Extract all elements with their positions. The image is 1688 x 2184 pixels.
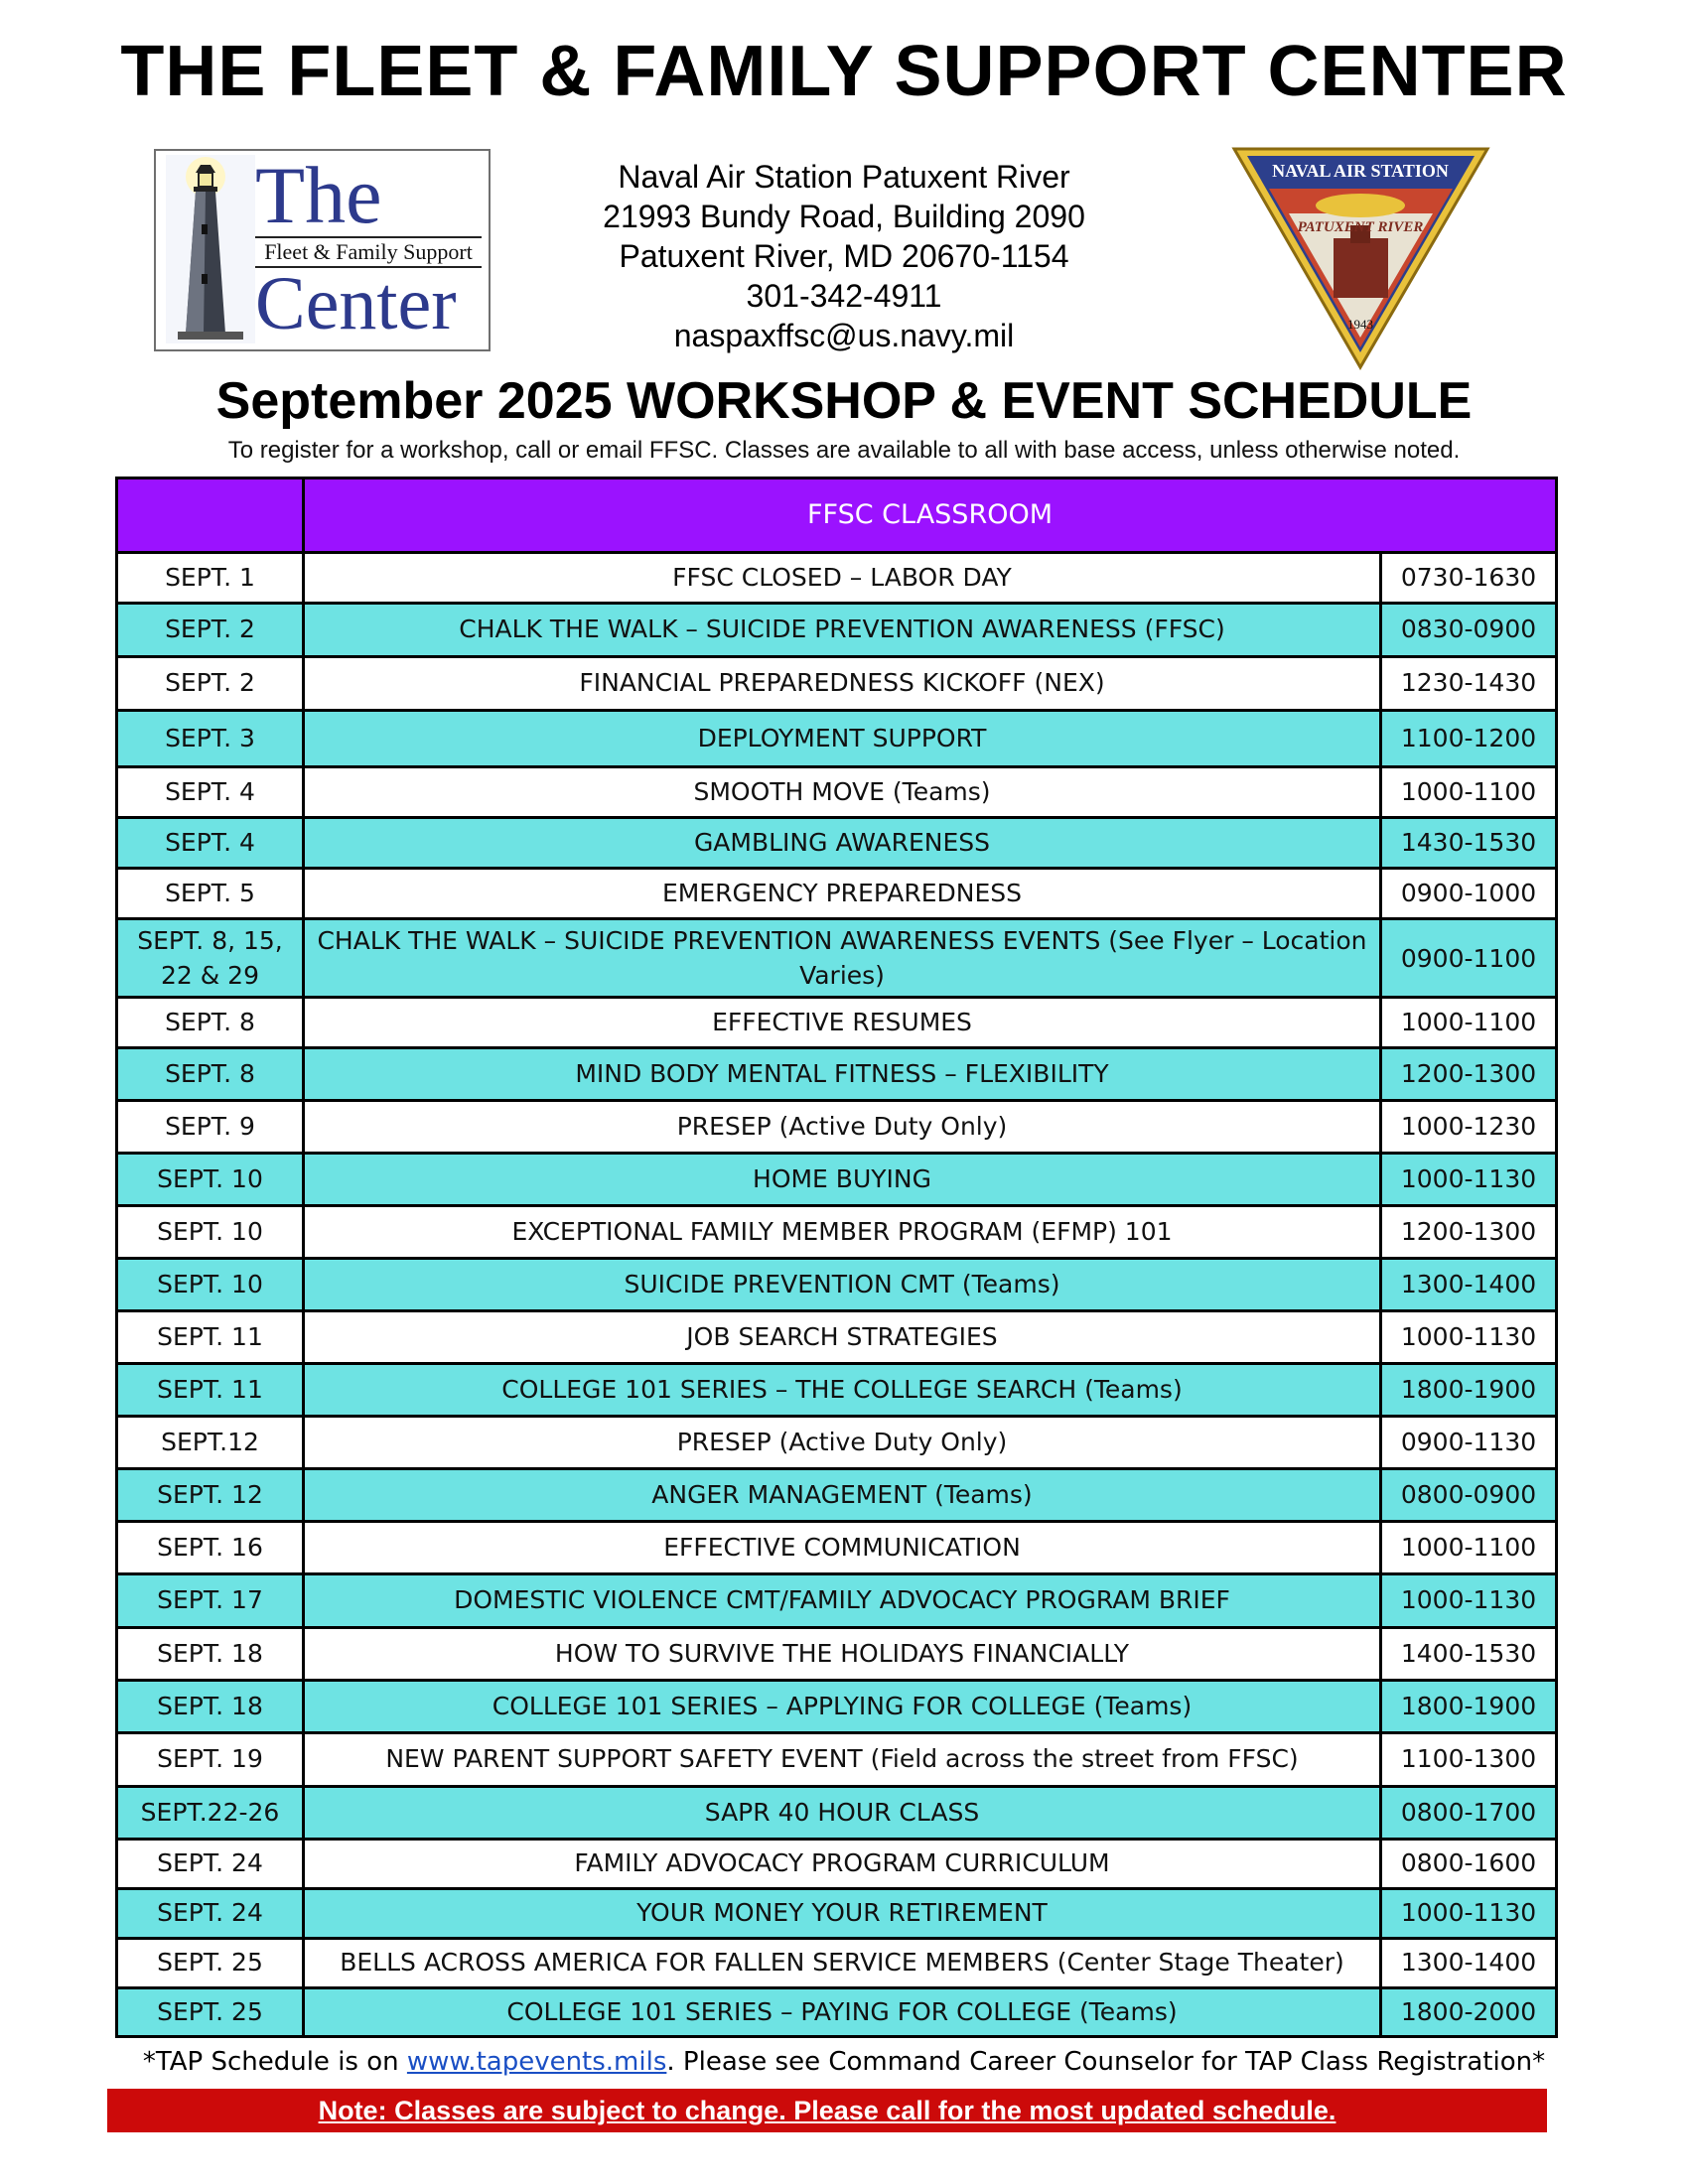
table-row	[117, 604, 1557, 657]
table-row	[117, 1417, 1557, 1469]
event-cell: DOMESTIC VIOLENCE CMT/FAMILY ADVOCACY PROGRAM BRIEF	[304, 1574, 1381, 1628]
table-row	[117, 1206, 1557, 1259]
time-cell: 0730-1630	[1381, 553, 1557, 604]
event-cell: BELLS ACROSS AMERICA FOR FALLEN SERVICE MEMBERS (Center Stage Theater)	[304, 1939, 1381, 1988]
time-cell: 1800-1900	[1381, 1681, 1557, 1733]
seal-top-text: NAVAL AIR STATION	[1272, 161, 1449, 181]
header-empty-cell	[117, 478, 304, 553]
table-row	[117, 1259, 1557, 1311]
table-row	[117, 1311, 1557, 1364]
logo-the-text: The	[255, 150, 382, 240]
table-row	[117, 1733, 1557, 1787]
tap-schedule-note	[0, 2049, 1688, 2075]
date-cell: SEPT. 10	[117, 1259, 304, 1311]
nas-pax-river-seal	[1229, 144, 1492, 372]
tap-events-link[interactable]: www.tapevents.mils	[406, 2047, 667, 2077]
table-row	[117, 657, 1557, 711]
table-row	[117, 1939, 1557, 1988]
event-cell: EFFECTIVE COMMUNICATION	[304, 1522, 1381, 1574]
change-notice-text: Note: Classes are subject to change. Please call for the most updated schedule.	[318, 2096, 1336, 2125]
date-cell: SEPT. 2	[117, 604, 304, 657]
address-line-2: 21993 Bundy Road, Building 2090	[603, 199, 1085, 234]
event-cell: EXCEPTIONAL FAMILY MEMBER PROGRAM (EFMP) 101	[304, 1206, 1381, 1259]
table-row	[117, 1787, 1557, 1840]
time-cell: 1000-1130	[1381, 1311, 1557, 1364]
address-line-3: Patuxent River, MD 20670-1154	[619, 238, 1069, 274]
table-row	[117, 553, 1557, 604]
time-cell: 1000-1100	[1381, 1522, 1557, 1574]
schedule-title: September 2025 WORKSHOP & EVENT SCHEDULE	[215, 372, 1473, 430]
event-cell: HOW TO SURVIVE THE HOLIDAYS FINANCIALLY	[304, 1628, 1381, 1681]
date-cell: SEPT. 9	[117, 1101, 304, 1154]
date-cell: SEPT. 5	[117, 869, 304, 919]
table-row	[117, 1469, 1557, 1522]
event-cell: SMOOTH MOVE (Teams)	[304, 767, 1381, 818]
event-cell: MIND BODY MENTAL FITNESS – FLEXIBILITY	[304, 1048, 1381, 1101]
table-row	[117, 1889, 1557, 1939]
address-line-1: Naval Air Station Patuxent River	[618, 159, 1070, 195]
event-cell: EMERGENCY PREPAREDNESS	[304, 869, 1381, 919]
date-cell: SEPT. 18	[117, 1628, 304, 1681]
time-cell: 0830-0900	[1381, 604, 1557, 657]
tap-suffix: . Please see Command Career Counselor for TAP Class Registration*	[666, 2047, 1546, 2077]
registration-note: To register for a workshop, call or email FFSC. Classes are available to all with base access, unless otherwise noted.	[227, 437, 1461, 464]
time-cell: 1230-1430	[1381, 657, 1557, 711]
date-cell: SEPT. 8	[117, 998, 304, 1048]
date-cell: SEPT. 3	[117, 711, 304, 767]
table-row	[117, 1628, 1557, 1681]
date-cell: SEPT. 25	[117, 1939, 304, 1988]
event-cell: NEW PARENT SUPPORT SAFETY EVENT (Field across the street from FFSC)	[304, 1733, 1381, 1787]
event-cell: SUICIDE PREVENTION CMT (Teams)	[304, 1259, 1381, 1311]
table-row	[117, 1988, 1557, 2037]
date-cell: SEPT. 1	[117, 553, 304, 604]
table-row	[117, 1522, 1557, 1574]
time-cell: 1100-1300	[1381, 1733, 1557, 1787]
table-row	[117, 1364, 1557, 1417]
email-address: naspaxffsc@us.navy.mil	[673, 318, 1015, 353]
date-cell: SEPT. 18	[117, 1681, 304, 1733]
event-cell: EFFECTIVE RESUMES	[304, 998, 1381, 1048]
schedule-table	[115, 477, 1558, 2038]
time-cell: 1000-1130	[1381, 1889, 1557, 1939]
event-cell: COLLEGE 101 SERIES – PAYING FOR COLLEGE (Teams)	[304, 1988, 1381, 2037]
date-cell: SEPT. 11	[117, 1364, 304, 1417]
time-cell: 1000-1100	[1381, 998, 1557, 1048]
event-cell: PRESEP (Active Duty Only)	[304, 1101, 1381, 1154]
time-cell: 1400-1530	[1381, 1628, 1557, 1681]
time-cell: 0800-0900	[1381, 1469, 1557, 1522]
time-cell: 1000-1230	[1381, 1101, 1557, 1154]
time-cell: 1000-1100	[1381, 767, 1557, 818]
time-cell: 1100-1200	[1381, 711, 1557, 767]
table-row	[117, 1840, 1557, 1889]
time-cell: 0900-1000	[1381, 869, 1557, 919]
time-cell: 1300-1400	[1381, 1259, 1557, 1311]
date-cell: SEPT. 8	[117, 1048, 304, 1101]
tap-prefix: *TAP Schedule is on	[142, 2047, 407, 2077]
event-cell: HOME BUYING	[304, 1154, 1381, 1206]
time-cell: 0800-1700	[1381, 1787, 1557, 1840]
time-cell: 0800-1600	[1381, 1840, 1557, 1889]
event-cell: COLLEGE 101 SERIES – APPLYING FOR COLLEGE (Teams)	[304, 1681, 1381, 1733]
table-row	[117, 1681, 1557, 1733]
table-row	[117, 818, 1557, 869]
lighthouse-icon	[166, 155, 255, 343]
table-row	[117, 1048, 1557, 1101]
event-cell: GAMBLING AWARENESS	[304, 818, 1381, 869]
date-cell: SEPT. 25	[117, 1988, 304, 2037]
event-cell: YOUR MONEY YOUR RETIREMENT	[304, 1889, 1381, 1939]
time-cell: 1200-1300	[1381, 1206, 1557, 1259]
event-cell: FINANCIAL PREPAREDNESS KICKOFF (NEX)	[304, 657, 1381, 711]
logo-center-text: Center	[255, 262, 457, 345]
event-cell: DEPLOYMENT SUPPORT	[304, 711, 1381, 767]
date-cell: SEPT. 16	[117, 1522, 304, 1574]
time-cell: 1800-2000	[1381, 1988, 1557, 2037]
date-cell: SEPT.12	[117, 1417, 304, 1469]
time-cell: 1430-1530	[1381, 818, 1557, 869]
page-title: THE FLEET & FAMILY SUPPORT CENTER	[120, 32, 1568, 111]
time-cell: 0900-1100	[1381, 919, 1557, 998]
date-cell: SEPT. 19	[117, 1733, 304, 1787]
date-cell: SEPT. 11	[117, 1311, 304, 1364]
event-cell: FAMILY ADVOCACY PROGRAM CURRICULUM	[304, 1840, 1381, 1889]
date-cell: SEPT. 4	[117, 818, 304, 869]
time-cell: 0900-1130	[1381, 1417, 1557, 1469]
event-cell: CHALK THE WALK – SUICIDE PREVENTION AWARENESS EVENTS (See Flyer – Location Varies)	[304, 919, 1381, 998]
table-header-row	[117, 478, 1557, 553]
date-cell: SEPT.22-26	[117, 1787, 304, 1840]
event-cell: COLLEGE 101 SERIES – THE COLLEGE SEARCH (Teams)	[304, 1364, 1381, 1417]
date-cell: SEPT. 10	[117, 1206, 304, 1259]
table-row	[117, 1101, 1557, 1154]
table-row	[117, 1574, 1557, 1628]
date-cell: SEPT. 24	[117, 1840, 304, 1889]
date-cell: SEPT. 12	[117, 1469, 304, 1522]
event-cell: PRESEP (Active Duty Only)	[304, 1417, 1381, 1469]
time-cell: 1300-1400	[1381, 1939, 1557, 1988]
logo-subtitle: Fleet & Family Support	[255, 236, 482, 268]
table-row	[117, 869, 1557, 919]
event-cell: CHALK THE WALK – SUICIDE PREVENTION AWARENESS (FFSC)	[304, 604, 1381, 657]
table-row	[117, 998, 1557, 1048]
change-notice-bar	[107, 2089, 1547, 2132]
table-row	[117, 1154, 1557, 1206]
phone-number: 301-342-4911	[746, 278, 942, 314]
seal-middle-text: PATUXENT RIVER	[1297, 219, 1424, 235]
date-cell: SEPT. 17	[117, 1574, 304, 1628]
time-cell: 1000-1130	[1381, 1574, 1557, 1628]
table-row	[117, 767, 1557, 818]
address-block	[556, 157, 1132, 355]
date-cell: SEPT. 8, 15, 22 & 29	[117, 919, 304, 998]
ffsc-logo	[154, 149, 491, 351]
classroom-header: FFSC CLASSROOM	[304, 478, 1557, 553]
date-cell: SEPT. 4	[117, 767, 304, 818]
event-cell: JOB SEARCH STRATEGIES	[304, 1311, 1381, 1364]
time-cell: 1000-1130	[1381, 1154, 1557, 1206]
date-cell: SEPT. 24	[117, 1889, 304, 1939]
event-cell: SAPR 40 HOUR CLASS	[304, 1787, 1381, 1840]
event-cell: FFSC CLOSED – LABOR DAY	[304, 553, 1381, 604]
time-cell: 1800-1900	[1381, 1364, 1557, 1417]
event-cell: ANGER MANAGEMENT (Teams)	[304, 1469, 1381, 1522]
table-row	[117, 711, 1557, 767]
time-cell: 1200-1300	[1381, 1048, 1557, 1101]
table-row	[117, 919, 1557, 998]
date-cell: SEPT. 10	[117, 1154, 304, 1206]
seal-year: 1943	[1347, 317, 1373, 332]
date-cell: SEPT. 2	[117, 657, 304, 711]
